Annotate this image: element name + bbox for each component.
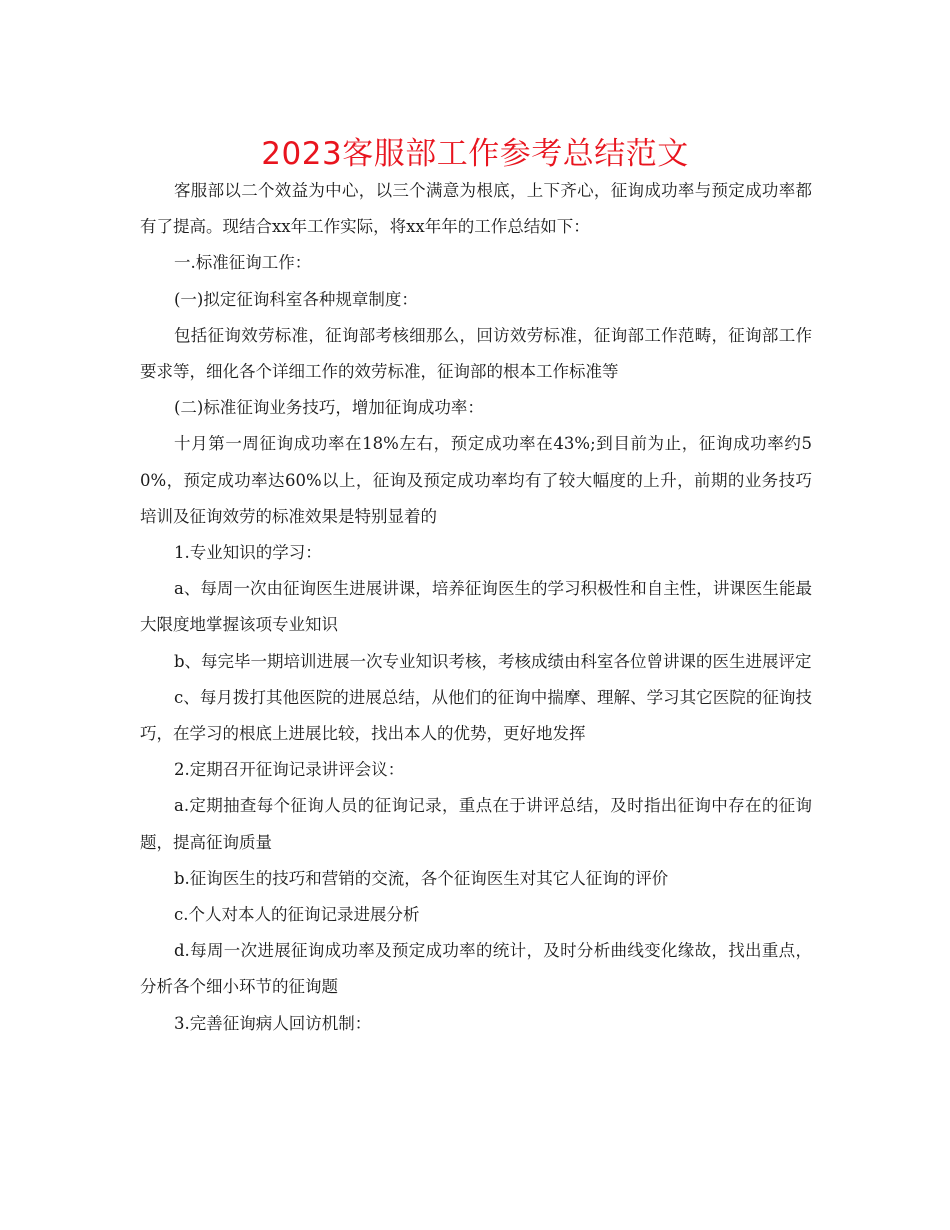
paragraph: a、每周一次由征询医生进展讲课，培养征询医生的学习积极性和自主性，讲课医生能最大限度地掌握该项专业知识: [140, 579, 812, 635]
paragraph: 客服部以二个效益为中心，以三个满意为根底，上下齐心，征询成功率与预定成功率都有了提高。现结合xx年工作实际，将xx年年的工作总结如下：: [140, 181, 812, 237]
paragraph: b、每完毕一期培训进展一次专业知识考核，考核成绩由科室各位曾讲课的医生进展评定: [174, 651, 812, 671]
paragraph: b.征询医生的技巧和营销的交流，各个征询医生对其它人征询的评价: [174, 868, 669, 888]
paragraph: 一.标准征询工作：: [174, 253, 312, 273]
paragraph: 3.完善征询病人回访机制：: [174, 1013, 372, 1033]
paragraph: d.每周一次进展征询成功率及预定成功率的统计，及时分析曲线变化缘故，找出重点，分析各个细小环节的征询题: [140, 941, 812, 997]
paragraph: c、每月拨打其他医院的进展总结，从他们的征询中揣摩、理解、学习其它医院的征询技巧，在学习的根底上进展比较，找出本人的优势，更好地发挥: [140, 687, 812, 744]
page-title: 2023客服部工作参考总结范文: [261, 136, 689, 172]
paragraph: c.个人对本人的征询记录进展分析: [174, 905, 420, 925]
paragraph: (一)拟定征询科室各种规章制度：: [174, 289, 418, 309]
paragraph: 十月第一周征询成功率在18%左右，预定成功率在43%;到目前为止，征询成功率约50%，预定成功率达60%以上，征询及预定成功率均有了较大幅度的上升，前期的业务技巧培训及征询效劳的标准效果是特别显着的: [140, 434, 812, 526]
paragraph: 包括征询效劳标准，征询部考核细那么，回访效劳标准，征询部工作范畴，征询部工作要求等，细化各个详细工作的效劳标准，征询部的根本工作标准等: [140, 325, 812, 382]
paragraph: 2.定期召开征询记录讲评会议：: [174, 760, 405, 780]
document-body: [140, 173, 812, 1042]
paragraph: (二)标准征询业务技巧，增加征询成功率：: [174, 398, 484, 418]
paragraph: a.定期抽查每个征询人员的征询记录，重点在于讲评总结，及时指出征询中存在的征询题，提高征询质量: [140, 796, 812, 852]
paragraph: 1.专业知识的学习：: [174, 543, 322, 563]
